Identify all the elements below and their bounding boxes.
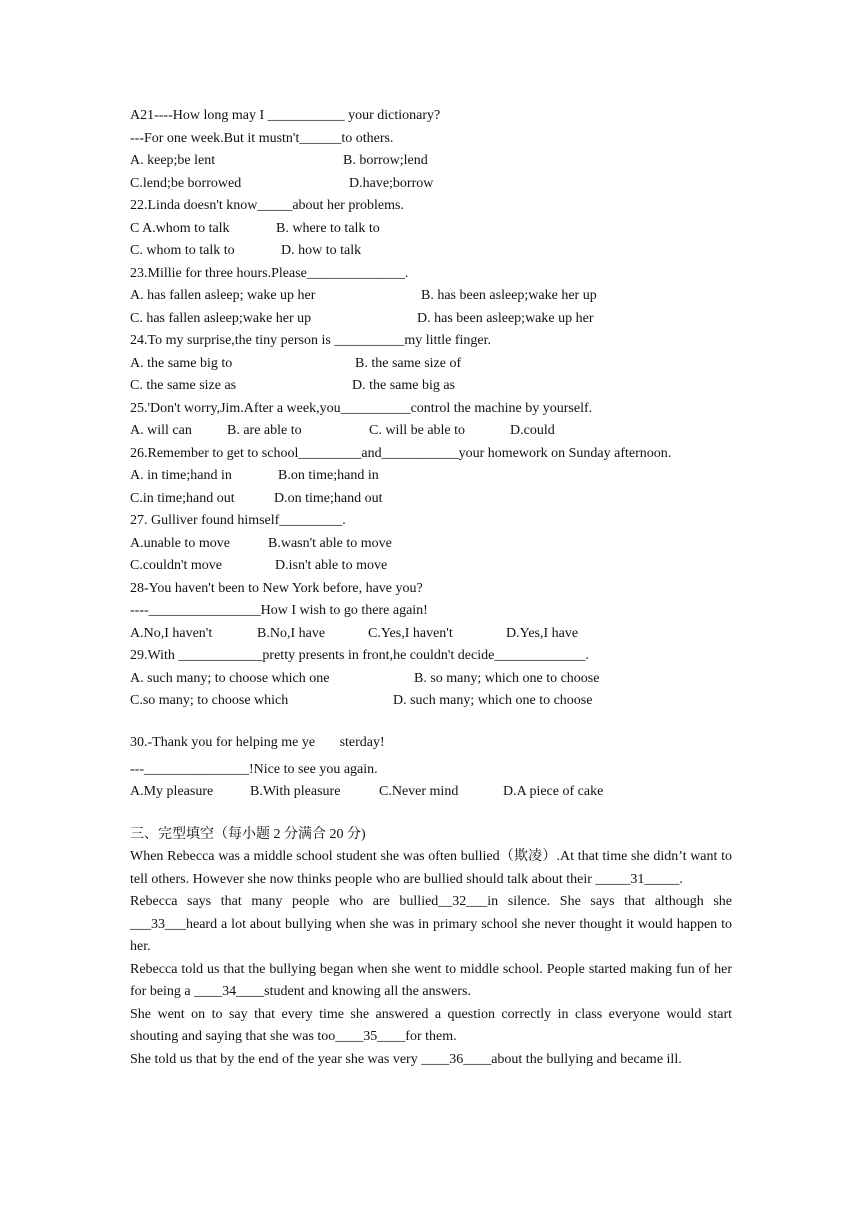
passage-paragraph-1: When Rebecca was a middle school student she was often bullied（欺凌）.At that time she didn’t want to tell others. However she now thinks people who are bullied should talk about their _____31_____.	[130, 849, 732, 887]
option-d: D.have;borrow	[349, 175, 434, 191]
option-a: A. the same big to	[130, 355, 233, 371]
option-a: A. has fallen asleep; wake up her	[130, 288, 316, 303]
option-d: D. the same big as	[352, 378, 456, 393]
option-b: B. so many; which one to choose	[414, 670, 600, 686]
option-a: C A.whom to talk	[130, 220, 230, 236]
option-b: B. where to talk to	[276, 220, 380, 236]
option-d: D. has been asleep;wake up her	[417, 310, 594, 326]
question-27-options-row-1	[130, 533, 732, 556]
option-c: C.Never mind	[379, 784, 459, 799]
option-c: C.in time;hand out	[130, 490, 235, 506]
option-b: B. has been asleep;wake her up	[421, 288, 597, 303]
option-a: A. will can	[130, 423, 192, 438]
question-22-stem: 22.Linda doesn't know_____about her problems.	[130, 198, 404, 213]
question-26-stem: 26.Remember to get to school_________and___________your homework on Sunday afternoon.	[130, 445, 672, 461]
section-3-heading: 三、完型填空（每小题 2 分满合 20 分)	[130, 826, 366, 842]
option-c: C. whom to talk to	[130, 243, 235, 258]
option-a: A. in time;hand in	[130, 468, 232, 483]
question-24-options-row-2	[130, 375, 732, 398]
option-a: A.No,I haven't	[130, 625, 213, 641]
option-c: C. has fallen asleep;wake her up	[130, 310, 312, 326]
option-d: D.A piece of cake	[503, 784, 604, 799]
option-d: D. how to talk	[281, 243, 362, 258]
option-b: B.wasn't able to move	[268, 535, 392, 551]
passage-paragraph-2: Rebecca says that many people who are bullied__32___in silence. She says that although she ___33___heard a lot about bullying when she was in primary school she never thought it would happen to her.	[130, 894, 732, 954]
option-d: D.on time;hand out	[274, 490, 383, 506]
question-28-line-1: 28-You haven't been to New York before, have you?	[130, 580, 423, 596]
passage-paragraph-3: Rebecca told us that the bullying began when she went to middle school. People started making fun of her for being a ____34____student and knowing all the answers.	[130, 961, 732, 999]
question-22-options-row-1	[130, 218, 732, 241]
option-a: A.My pleasure	[130, 784, 214, 799]
passage-paragraph-4: She went on to say that every time she answered a question correctly in class everyone would start shouting and saying that she was too____35____for them.	[130, 1006, 732, 1044]
option-b: B.No,I have	[257, 625, 326, 641]
option-b: B. borrow;lend	[343, 153, 428, 168]
question-30-line-2: ---_______________!Nice to see you again.	[130, 761, 378, 777]
option-c: C. will be able to	[369, 423, 466, 438]
question-30-options	[130, 781, 732, 804]
option-d: D.isn't able to move	[275, 558, 388, 573]
question-29-stem: 29.With ____________pretty presents in front,he couldn't decide_____________.	[130, 648, 589, 663]
spacer	[130, 713, 732, 732]
option-b: B.With pleasure	[250, 784, 341, 799]
question-27-stem: 27. Gulliver found himself_________.	[130, 513, 346, 528]
question-27-options-row-2	[130, 555, 732, 578]
question-26-options-row-2	[130, 488, 732, 511]
question-21-line-2: ---For one week.But it mustn't______to others.	[130, 130, 394, 146]
question-30-line-1: 30.-Thank you for helping me ye sterday!	[130, 734, 385, 750]
option-c: C. the same size as	[130, 378, 237, 393]
document-content	[130, 105, 732, 1071]
question-24-stem: 24.To my surprise,the tiny person is __________my little finger.	[130, 333, 492, 348]
spacer	[130, 804, 732, 824]
question-25-options	[130, 420, 732, 443]
question-21-options-row-1	[130, 150, 732, 173]
question-21-line-1: A21----How long may I ___________ your dictionary?	[130, 108, 441, 123]
question-28-options	[130, 623, 732, 646]
option-d: D. such many; which one to choose	[393, 693, 593, 708]
option-b: B. are able to	[227, 423, 302, 438]
question-29-options-row-1	[130, 668, 732, 691]
option-d: D.could	[510, 423, 555, 438]
question-26-options-row-1	[130, 465, 732, 488]
question-25-stem: 25.'Don't worry,Jim.After a week,you__________control the machine by yourself.	[130, 400, 593, 416]
question-29-options-row-2	[130, 690, 732, 713]
option-c: C.lend;be borrowed	[130, 175, 242, 191]
option-d: D.Yes,I have	[506, 625, 579, 641]
option-a: A. keep;be lent	[130, 153, 216, 168]
option-a: A.unable to move	[130, 535, 230, 551]
option-c: C.so many; to choose which	[130, 693, 289, 708]
question-28-line-2: ----________________How I wish to go there again!	[130, 603, 428, 618]
question-23-options-row-1	[130, 285, 732, 308]
question-21-options-row-2	[130, 173, 732, 196]
passage-paragraph-5: She told us that by the end of the year she was very ____36____about the bullying and became ill.	[130, 1051, 682, 1067]
question-23-options-row-2	[130, 308, 732, 331]
option-c: C.couldn't move	[130, 558, 222, 573]
question-23-stem: 23.Millie for three hours.Please______________.	[130, 265, 409, 281]
option-a: A. such many; to choose which one	[130, 670, 330, 686]
question-24-options-row-1	[130, 353, 732, 376]
option-b: B. the same size of	[355, 355, 462, 371]
question-22-options-row-2	[130, 240, 732, 263]
option-c: C.Yes,I haven't	[368, 625, 453, 641]
option-b: B.on time;hand in	[278, 468, 379, 483]
